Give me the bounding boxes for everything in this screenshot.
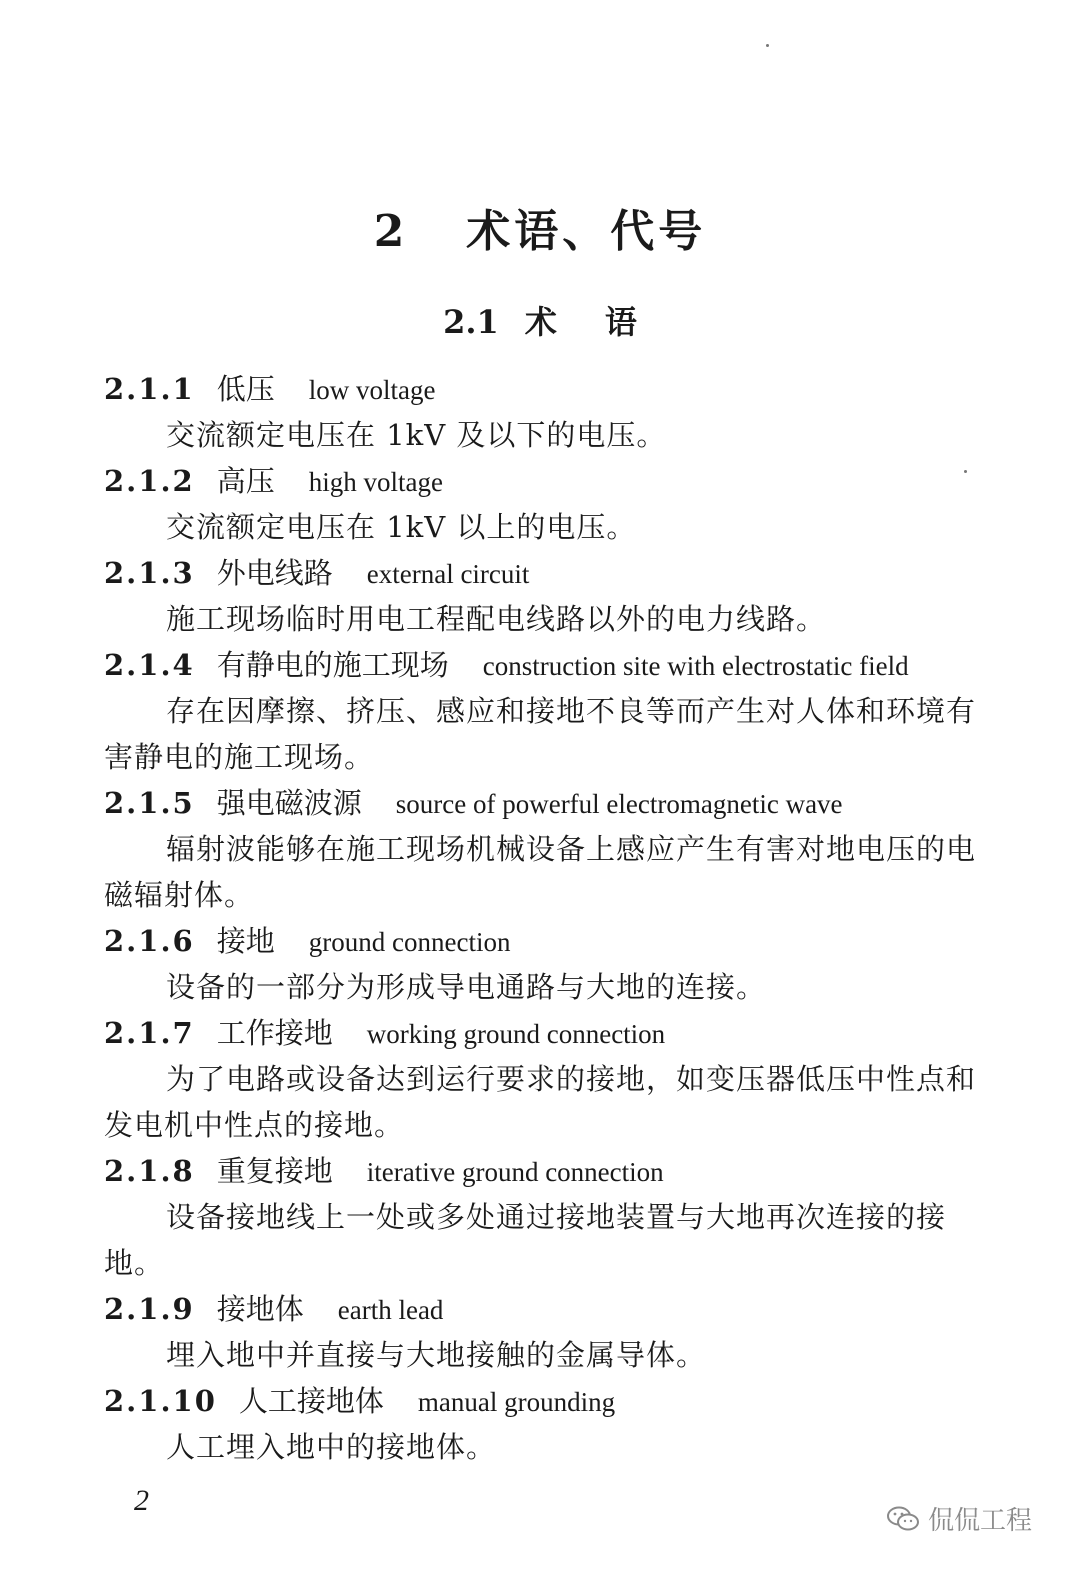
scan-speck [964, 470, 967, 473]
term-definition: 存在因摩擦、挤压、感应和接地不良等而产生对人体和环境有害静电的施工现场。 [104, 694, 977, 774]
chapter-number: 2 [373, 206, 409, 257]
term-english: source of powerful electromagnetic wave [395, 789, 843, 819]
section-title-char-1: 术 [524, 303, 557, 341]
scan-speck [766, 44, 769, 47]
term-definition: 人工埋入地中的接地体。 [166, 1430, 497, 1464]
terms-list [104, 366, 984, 1470]
term-number: 2.1.9 [104, 1292, 195, 1326]
term-item [104, 1148, 984, 1286]
chapter-title-text: 术语、代号 [466, 206, 707, 257]
term-chinese: 人工接地体 [238, 1384, 384, 1418]
term-item [104, 642, 984, 780]
term-english: manual grounding [417, 1387, 616, 1417]
term-chinese: 接地 [216, 924, 275, 958]
term-heading [104, 1378, 984, 1424]
term-english: low voltage [308, 375, 436, 405]
term-item [104, 780, 984, 918]
term-english: iterative ground connection [366, 1157, 664, 1187]
watermark [886, 1500, 1032, 1537]
term-definition: 交流额定电压在 1kV 以上的电压。 [166, 510, 637, 544]
term-number: 2.1.1 [104, 372, 195, 406]
term-number: 2.1.8 [104, 1154, 195, 1188]
term-definition: 施工现场临时用电工程配电线路以外的电力线路。 [166, 602, 827, 636]
term-item [104, 1286, 984, 1378]
term-definition: 交流额定电压在 1kV 及以下的电压。 [166, 418, 667, 452]
term-definition: 埋入地中并直接与大地接触的金属导体。 [166, 1338, 707, 1372]
term-heading [104, 780, 984, 826]
term-number: 2.1.10 [104, 1384, 217, 1418]
term-definition: 设备的一部分为形成导电通路与大地的连接。 [166, 970, 767, 1004]
term-english: high voltage [308, 467, 443, 497]
term-number: 2.1.6 [104, 924, 195, 958]
term-number: 2.1.2 [104, 464, 195, 498]
term-chinese: 低压 [216, 372, 275, 406]
term-chinese: 强电磁波源 [216, 786, 362, 820]
term-number: 2.1.5 [104, 786, 195, 820]
term-heading [104, 1286, 984, 1332]
term-item [104, 1010, 984, 1148]
section-title [0, 298, 1080, 346]
term-heading [104, 366, 984, 412]
term-item [104, 366, 984, 458]
term-definition: 辐射波能够在施工现场机械设备上感应产生有害对地电压的电磁辐射体。 [104, 832, 977, 912]
wechat-icon [886, 1505, 920, 1533]
term-english: earth lead [337, 1295, 444, 1325]
term-heading [104, 550, 984, 596]
term-heading [104, 458, 984, 504]
term-number: 2.1.7 [104, 1016, 195, 1050]
term-heading [104, 642, 984, 688]
term-definition: 为了电路或设备达到运行要求的接地，如变压器低压中性点和发电机中性点的接地。 [104, 1062, 977, 1142]
section-title-char-2: 语 [604, 303, 637, 341]
term-chinese: 重复接地 [216, 1154, 333, 1188]
chapter-title [0, 200, 1080, 264]
term-number: 2.1.3 [104, 556, 195, 590]
term-chinese: 高压 [216, 464, 275, 498]
term-heading [104, 1148, 984, 1194]
page-number: 2 [134, 1484, 149, 1517]
section-number: 2.1 [443, 303, 499, 341]
watermark-text: 侃侃工程 [928, 1506, 1033, 1536]
term-heading [104, 1010, 984, 1056]
term-item [104, 918, 984, 1010]
term-heading [104, 918, 984, 964]
term-chinese: 有静电的施工现场 [216, 648, 449, 682]
term-english: ground connection [308, 927, 511, 957]
term-chinese: 外电线路 [216, 556, 333, 590]
term-item [104, 550, 984, 642]
term-item [104, 1378, 984, 1470]
term-chinese: 工作接地 [216, 1016, 333, 1050]
term-definition: 设备接地线上一处或多处通过接地装置与大地再次连接的接地。 [104, 1200, 947, 1280]
term-english: external circuit [366, 559, 530, 589]
term-number: 2.1.4 [104, 648, 195, 682]
term-chinese: 接地体 [216, 1292, 304, 1326]
term-english: working ground connection [366, 1019, 666, 1049]
term-english: construction site with electrostatic field [482, 651, 909, 681]
term-item [104, 458, 984, 550]
